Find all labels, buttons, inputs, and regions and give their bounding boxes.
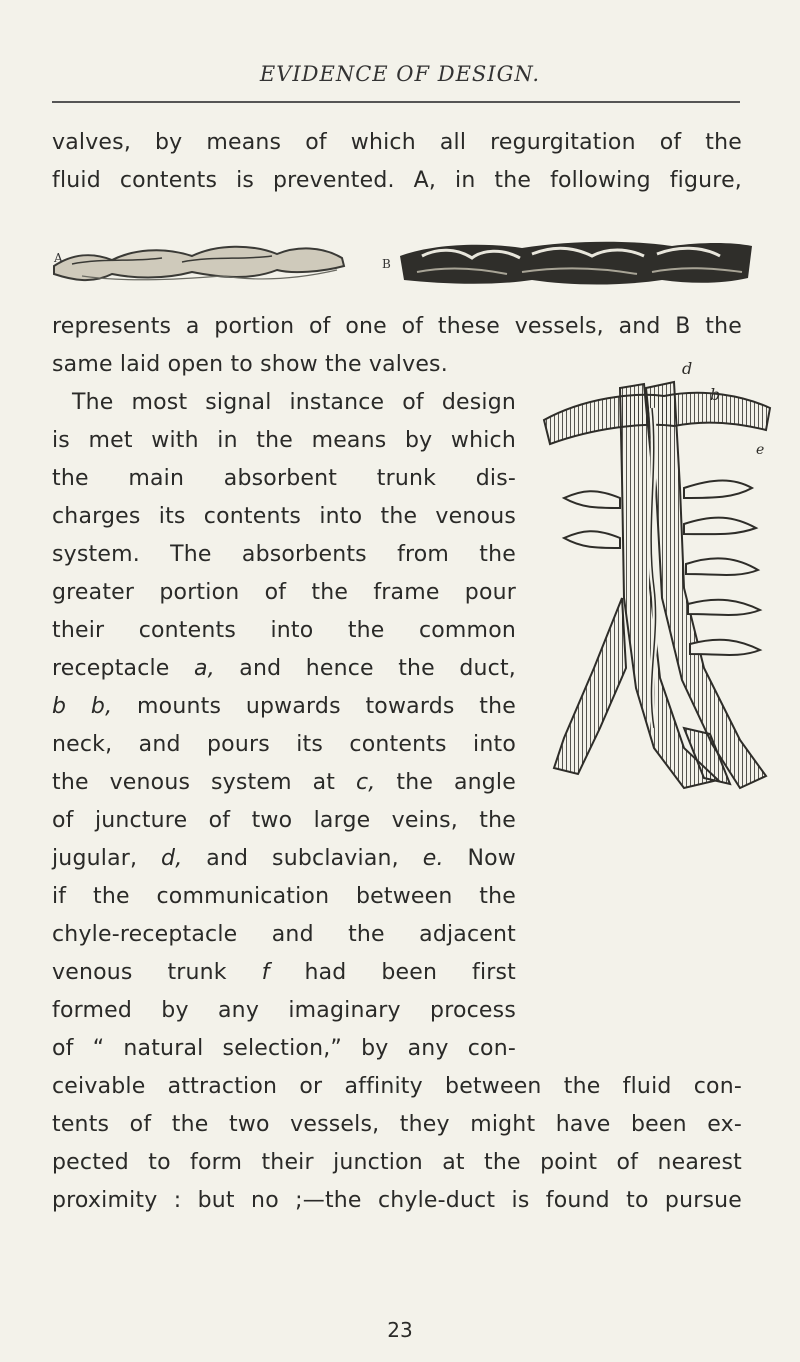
- text-line: formed by any imaginary process: [52, 998, 516, 1023]
- header-rule: [52, 101, 740, 103]
- text-line: fluid contents is prevented. A, in the following figure,: [52, 168, 742, 193]
- running-header: EVIDENCE OF DESIGN.: [259, 62, 541, 86]
- text-line: pected to form their junction at the point of nearest: [52, 1150, 742, 1175]
- text-line: neck, and pours its contents into: [52, 732, 516, 757]
- text-line: charges its contents into the venous: [52, 504, 516, 529]
- text-line: valves, by means of which all regurgitation of the: [52, 130, 742, 155]
- text-line: the main absorbent trunk dis-: [52, 466, 516, 491]
- text-line: venous trunk f had been first: [52, 960, 517, 985]
- text-line: system. The absorbents from the: [52, 542, 516, 567]
- text-line: b b, mounts upwards towards the: [52, 694, 516, 719]
- text-line: jugular, d, and subclavian, e. Now: [52, 846, 516, 871]
- label-d: d: [682, 359, 693, 378]
- vessel-a-illustration: [54, 247, 344, 280]
- text-line: of “ natural selection,” by any con-: [52, 1036, 516, 1061]
- text-line: receptacle a, and hence the duct,: [52, 656, 516, 681]
- text-line: their contents into the common: [52, 618, 516, 643]
- text-line: chyle-receptacle and the adjacent: [52, 922, 516, 947]
- text-line: ceivable attraction or affinity between the fluid con-: [52, 1074, 742, 1099]
- text-line: the venous system at c, the angle: [52, 770, 516, 795]
- label-e: e: [756, 442, 765, 458]
- vessels-figure: [52, 236, 764, 306]
- vessel-a-label: A: [54, 251, 63, 265]
- text-line: tents of the two vessels, they might have been ex-: [52, 1112, 742, 1137]
- text-line: represents a portion of one of these vessels, and B the: [52, 314, 742, 339]
- text-line: greater portion of the frame pour: [52, 580, 516, 605]
- text-line: if the communication between the: [52, 884, 516, 909]
- text-line: of juncture of two large veins, the: [52, 808, 516, 833]
- vessel-b-illustration: [400, 242, 752, 285]
- text-line: is met with in the means by which: [52, 428, 516, 453]
- text-line: same laid open to show the valves.: [52, 352, 448, 377]
- label-b: b: [710, 385, 721, 404]
- page-number: 23: [387, 1318, 413, 1342]
- thoracic-duct-figure: [534, 348, 774, 796]
- vessel-b-label: B: [382, 257, 391, 271]
- text-line: proximity : but no ;—the chyle-duct is found to pursue: [52, 1188, 742, 1213]
- text-line: The most signal instance of design: [72, 390, 516, 415]
